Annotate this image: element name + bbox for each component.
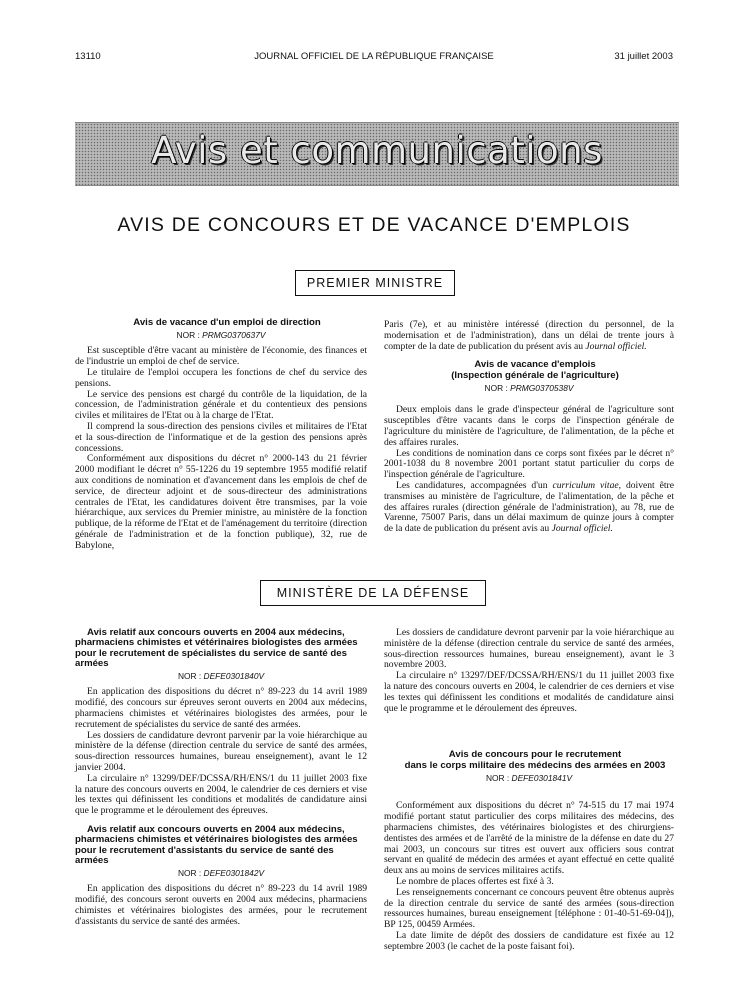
section-banner: [75, 122, 679, 186]
premier-ministre-right-column: [384, 320, 674, 535]
paragraph: Deux emplois dans le grade d'inspecteur général de l'agriculture sont susceptibles d'être vacants dans le corps de l'inspection générale de l'agriculture du ministère de l'agriculture, de l'alimentation, de la pêche et des affaires rurales.: [384, 404, 674, 448]
notice-title: Avis de concours pour le recrutement: [448, 749, 622, 761]
paragraph: Les renseignements concernant ce concours peuvent être obtenus auprès de la direction centrale du service de santé des armées (sous-direction ressources humaines, bureau enseignement [téléphone : 01-40-51-69-04]), BP 125, 00459 Armées.: [384, 886, 674, 931]
paragraph: Conformément aux dispositions du décret n° 2000-143 du 21 février 2000 modifiant le décret n° 55-1226 du 19 septembre 1955 modifié relatif aux conditions de nomination et d'avancement dans les emplois de chef de service, de directeur adjoint et de sous-directeur des administrations centrales de l'Etat, les candidatures doivent être transmises, par la voie hiérarchique, aux services du Premier ministre, au ministère de la fonction publique, de la réforme de l'Etat et de l'aménagement du territoire (direction générale de l'administration et de la fonction publique), 32, rue de Babylone,: [75, 453, 367, 551]
paragraph: La date limite de dépôt des dossiers de candidature est fixée au 12 septembre 2003 (le cachet de la poste faisant foi).: [384, 929, 674, 952]
paragraph: Conformément aux dispositions du décret n° 74-515 du 17 mai 1974 modifié portant statut particulier des corps militaires des médecins, des pharmaciens chimistes, des vétérinaires biologistes et des chirurgiens-dentistes des armées et de l'arrêté de la ministre de la défense en date du 27 mai 2003, un concours sur titres est ouvert aux officiers sous contrat servant en qualité de médecin des armées et ayant effectué en cette qualité deux ans au moins de services militaires actifs.: [384, 800, 674, 877]
paragraph: Le nombre de places offertes est fixé à 3.: [396, 875, 554, 887]
nor-reference: NOR : DEFE0301840V: [177, 670, 265, 681]
section-label: MINISTÈRE DE LA DÉFENSE: [276, 586, 470, 600]
paragraph: La circulaire n° 13299/DEF/DCSSA/RH/ENS/1 du 11 juillet 2003 fixe la nature des concours ouverts en 2004, le calendrier de ces derniers et vise les textes qui définissent les conditions et modalités de candidature ainsi que le programme et le déroulement des épreuves.: [75, 772, 367, 817]
paragraph: Il comprend la sous-direction des pensions civiles et militaires de l'Etat et la sous-direction de l'informatique et de la gestion des pensions après concessions.: [75, 420, 367, 454]
main-heading: AVIS DE CONCOURS ET DE VACANCE D'EMPLOIS: [117, 214, 631, 236]
paragraph: Les conditions de nomination dans ce corps sont fixées par le décret n° 2001-1038 du 8 novembre 2001 portant statut particulier du corps de l'inspection générale de l'agriculture.: [384, 447, 674, 481]
paragraph: La circulaire n° 13297/DEF/DCSSA/RH/ENS/1 du 11 juillet 2003 fixe la nature des concours ouverts en 2004, le calendrier de ces derniers et vise les textes qui définissent les conditions et modalités de candidature ainsi que le programme et le déroulement des épreuves.: [384, 670, 674, 714]
section-label: PREMIER MINISTRE: [306, 276, 444, 290]
nor-reference: NOR : PRMG0370538V: [484, 382, 574, 393]
notice-title: Avis de vacance d'un emploi de direction: [133, 317, 321, 328]
nor-reference: NOR : PRMG0370637V: [176, 329, 266, 340]
journal-title: JOURNAL OFFICIEL DE LA RÉPUBLIQUE FRANÇAISE: [254, 51, 494, 62]
paragraph: Paris (7e), et au ministère intéressé (direction du personnel, de la modernisation et de l'administration), dans un délai de trente jours à compter de la date de publication du présent avis au Journal officiel.: [384, 319, 674, 352]
paragraph: Les dossiers de candidature devront parvenir par la voie hiérarchique au ministère de la défense (direction centrale du service de santé des armées, sous-direction ressources humaines, bureau enseignement), avant le 12 janvier 2004.: [75, 729, 367, 773]
notice-subtitle: dans le corps militaire des médecins des armées en 2003: [404, 759, 666, 771]
defense-left-column: [75, 628, 367, 928]
paragraph: Est susceptible d'être vacant au ministère de l'économie, des finances et de l'industrie un emploi de chef de service.: [75, 345, 367, 368]
paragraph: Le service des pensions est chargé du contrôle de la liquidation, de la concession, de l'administration générale et du contentieux des pensions civiles et militaires de l'Etat ou à la charge de l'Etat.: [75, 388, 367, 422]
paragraph: Les candidatures, accompagnées d'un curriculum vitae, doivent être transmises au ministère de l'agriculture, de l'alimentation, de la pêche et des affaires rurales (direction générale de l'administration), au 78, rue de Varenne, 75007 Paris, dans un délai maximum de quinze jours à compter de la date de publication du présent avis au Journal officiel.: [384, 479, 675, 535]
defense-right-column: [384, 628, 674, 953]
paragraph: En application des dispositions du décret n° 89-223 du 14 avril 1989 modifié, des concours seront ouverts en 2004 aux médecins, pharmaciens chimistes et vétérinaires biologistes des armées, pour le recrutement d'assistants du service de santé des armées.: [75, 883, 367, 927]
notice-title: Avis relatif aux concours ouverts en 2004 aux médecins, pharmaciens chimistes et vétérinaires biologistes des armées pour le recrutement de spécialistes du service de santé des armées: [75, 627, 358, 670]
paragraph: Le titulaire de l'emploi occupera les fonctions de chef du service des pensions.: [75, 366, 367, 389]
section-box-ministere-defense: [260, 580, 486, 606]
publication-date: 31 juillet 2003: [614, 51, 673, 62]
page-number: 13110: [75, 51, 101, 62]
notice-title: Avis de vacance d'emplois: [474, 359, 596, 371]
paragraph: En application des dispositions du décret n° 89-223 du 14 avril 1989 modifié, des concours sur épreuves seront ouverts en 2004 aux médecins, pharmaciens chimistes et vétérinaires biologistes des armées, pour le recrutement de spécialistes du service de santé des armées.: [75, 686, 367, 730]
paragraph: Les dossiers de candidature devront parvenir par la voie hiérarchique au ministère de la défense (direction centrale du service de santé des armées, sous-direction ressources humaines, bureau enseignement), avant le 3 novembre 2003.: [384, 627, 674, 671]
notice-title: Avis relatif aux concours ouverts en 2004 aux médecins, pharmaciens chimistes et vétérinaires biologistes des armées pour le recrutement d'assistants du service de santé des armées: [75, 823, 358, 867]
premier-ministre-left-column: [75, 318, 367, 552]
banner-title: Avis et communications: [151, 129, 603, 172]
notice-subtitle: (Inspection générale de l'agriculture): [451, 369, 619, 381]
nor-reference: NOR : DEFE0301841V: [485, 772, 573, 783]
nor-reference: NOR : DEFE0301842V: [177, 867, 265, 878]
section-box-premier-ministre: [295, 270, 455, 296]
